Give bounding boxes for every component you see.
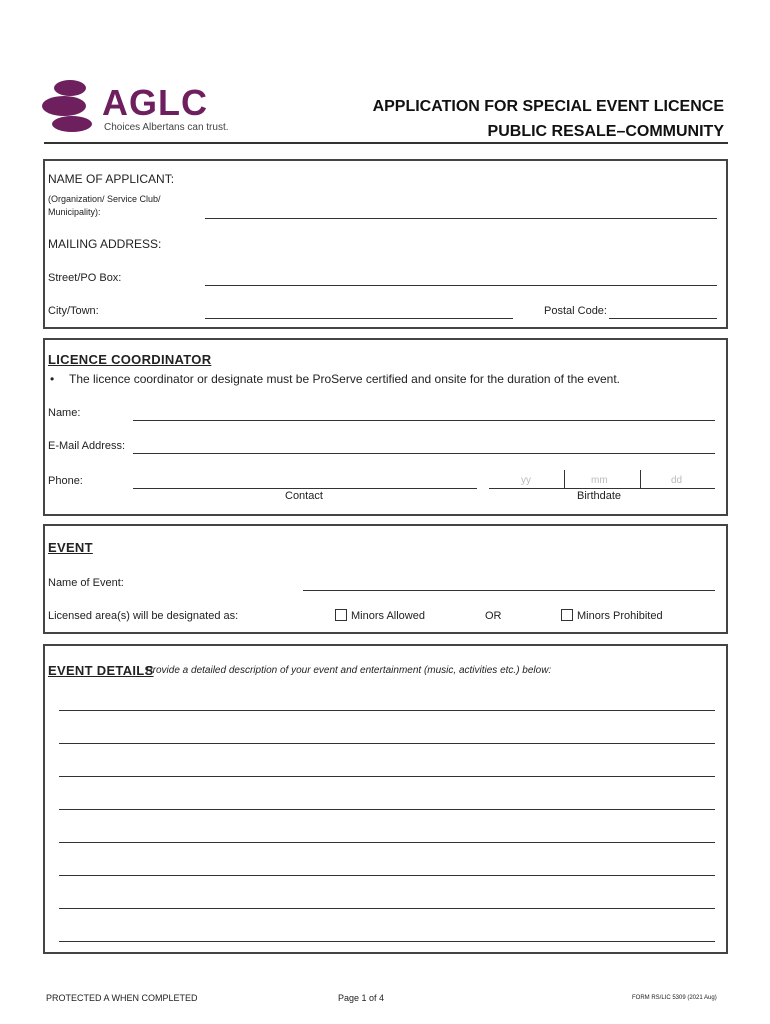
event-details-instruction: Provide a detailed description of your event and entertainment (music, activities etc.) below:	[146, 665, 552, 676]
minors-allowed-label: Minors Allowed	[351, 610, 425, 622]
birthdate-divider-1	[564, 470, 565, 488]
coordinator-phone-field[interactable]	[133, 488, 477, 489]
coordinator-phone-label: Phone:	[48, 475, 83, 487]
birthdate-caption: Birthdate	[577, 490, 622, 502]
coordinator-email-field[interactable]	[133, 453, 715, 454]
aglc-logo-mark-icon	[40, 76, 100, 136]
birthdate-field[interactable]	[489, 488, 715, 489]
birthdate-yy[interactable]: yy	[521, 475, 531, 486]
applicant-name-label: NAME OF APPLICANT:	[48, 172, 175, 186]
event-name-field[interactable]	[303, 590, 715, 591]
minors-prohibited-label: Minors Prohibited	[577, 610, 663, 622]
form-title-line-1: APPLICATION FOR SPECIAL EVENT LICENCE	[372, 98, 724, 115]
details-line-5[interactable]	[59, 842, 715, 843]
applicant-section	[43, 159, 728, 329]
city-field[interactable]	[205, 318, 513, 319]
form-title	[373, 94, 724, 144]
form-title-line-2: PUBLIC RESALE–COMMUNITY	[487, 123, 724, 140]
details-line-8[interactable]	[59, 941, 715, 942]
footer-protected: PROTECTED A WHEN COMPLETED	[46, 993, 198, 1003]
details-line-2[interactable]	[59, 743, 715, 744]
licence-coordinator-section	[43, 338, 728, 516]
footer-page-number: Page 1 of 4	[338, 993, 385, 1003]
city-label: City/Town:	[48, 305, 99, 317]
street-field[interactable]	[205, 285, 717, 286]
coordinator-title: LICENCE COORDINATOR	[48, 352, 212, 367]
coordinator-name-field[interactable]	[133, 420, 715, 421]
applicant-name-field[interactable]	[205, 218, 717, 219]
coordinator-email-label: E-Mail Address:	[48, 440, 126, 452]
details-line-1[interactable]	[59, 710, 715, 711]
logo-tagline: Choices Albertans can trust.	[104, 122, 229, 133]
minors-prohibited-checkbox[interactable]	[561, 609, 573, 621]
event-details-section	[43, 644, 728, 954]
postal-code-field[interactable]	[609, 318, 717, 319]
coordinator-bullet: •	[50, 372, 55, 386]
applicant-name-sublabel-2: Municipality):	[48, 207, 101, 217]
details-line-7[interactable]	[59, 908, 715, 909]
footer-form-number: FORM RS/LIC 5309 (2021 Aug)	[632, 995, 717, 1001]
street-label: Street/PO Box:	[48, 272, 122, 284]
or-label: OR	[485, 610, 502, 622]
postal-code-label: Postal Code:	[544, 305, 607, 317]
coordinator-name-label: Name:	[48, 407, 81, 419]
details-line-4[interactable]	[59, 809, 715, 810]
mailing-address-label: MAILING ADDRESS:	[48, 237, 162, 251]
birthdate-dd[interactable]: dd	[671, 475, 683, 486]
licensed-area-label: Licensed area(s) will be designated as:	[48, 610, 239, 622]
minors-allowed-checkbox[interactable]	[335, 609, 347, 621]
event-details-title: EVENT DETAILS	[48, 663, 154, 678]
event-title: EVENT	[48, 540, 93, 555]
coordinator-note: The licence coordinator or designate must be ProServe certified and onsite for the duration of the event.	[69, 372, 620, 386]
birthdate-divider-2	[640, 470, 641, 488]
event-name-label: Name of Event:	[48, 577, 124, 589]
applicant-name-sublabel	[48, 193, 161, 219]
birthdate-mm[interactable]: mm	[591, 475, 608, 486]
details-line-3[interactable]	[59, 776, 715, 777]
details-line-6[interactable]	[59, 875, 715, 876]
event-section	[43, 524, 728, 634]
contact-caption: Contact	[285, 490, 323, 502]
logo-text: AGLC	[102, 82, 208, 123]
header-divider	[44, 142, 728, 144]
applicant-name-sublabel-1: (Organization/ Service Club/	[48, 194, 161, 204]
